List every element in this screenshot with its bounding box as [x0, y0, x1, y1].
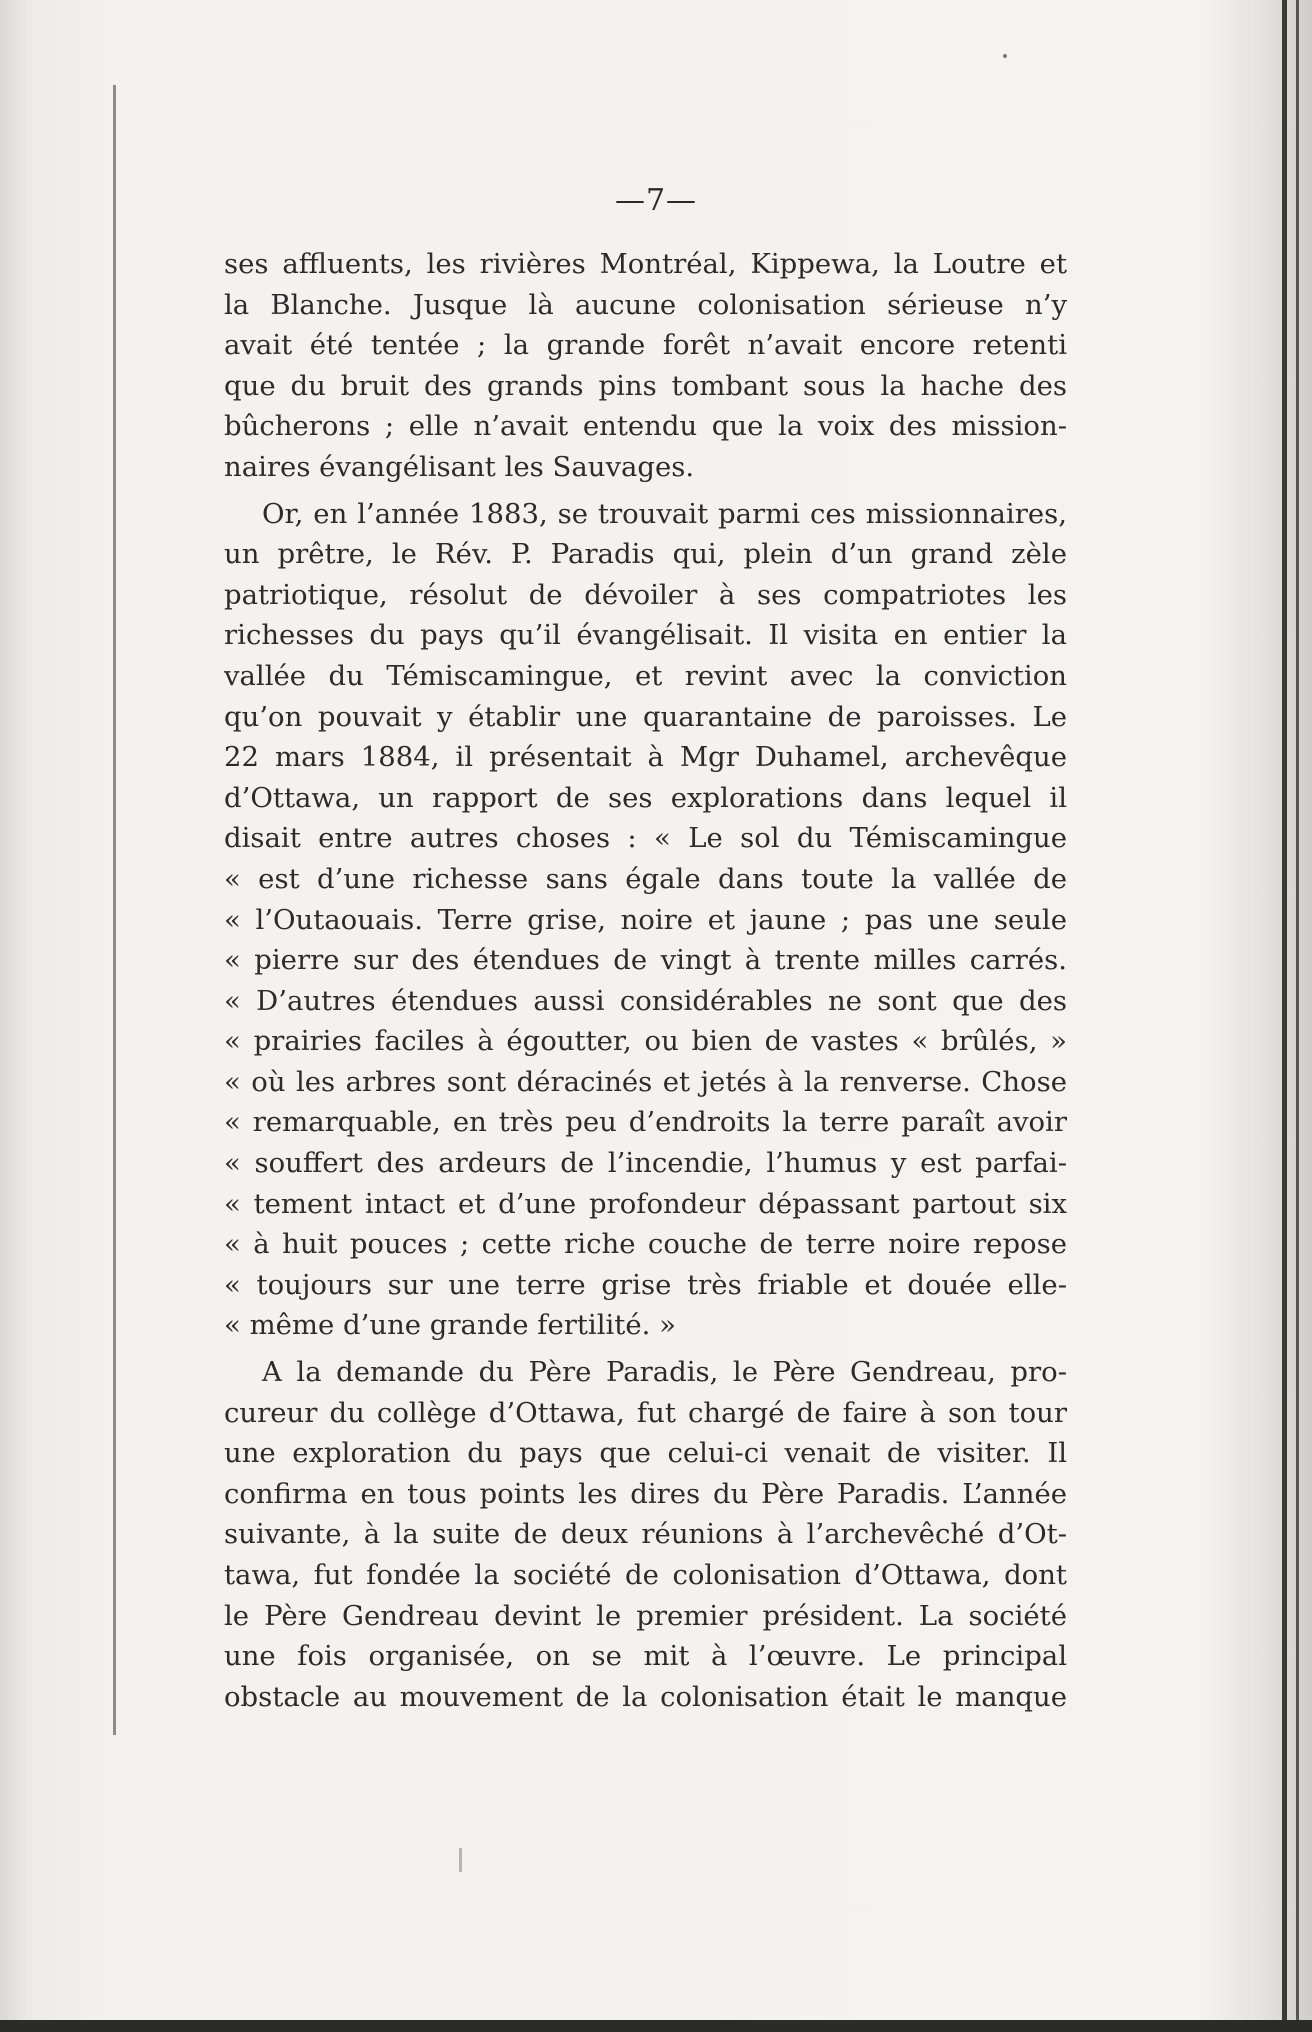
text-line: richesses du pays qu’il évangélisait. Il visita en entier la	[224, 619, 1067, 652]
text-line: patriotique, résolut de dévoiler à ses compatriotes les	[224, 578, 1067, 611]
scan-speck	[1003, 54, 1007, 58]
text-line: bûcherons ; elle n’avait entendu que la voix des mission-	[224, 410, 1067, 443]
text-line: avait été tentée ; la grande forêt n’avait encore retenti	[224, 329, 1067, 362]
text-line: « à huit pouces ; cette riche couche de terre noire repose	[224, 1228, 1067, 1261]
text-line: ses affluents, les rivières Montréal, Kippewa, la Loutre et	[224, 248, 1067, 280]
text-line: « remarquable, en très peu d’endroits la terre paraît avoir	[224, 1106, 1067, 1139]
text-line: que du bruit des grands pins tombant sous la hache des	[224, 369, 1067, 402]
text-line: disait entre autres choses : « Le sol du Témiscamingue	[224, 822, 1067, 855]
text-line: qu’on pouvait y établir une quarantaine de paroisses. Le	[224, 700, 1067, 733]
scan-bottom-border	[0, 2020, 1312, 2032]
page-edge-shadow	[1282, 0, 1287, 2032]
text-line: « toujours sur une terre grise très friable et douée elle-	[224, 1268, 1067, 1301]
text-line: « pierre sur des étendues de vingt à trente milles carrés.	[224, 944, 1067, 977]
text-line: tawa, fut fondée la société de colonisation d’Ottawa, dont	[224, 1559, 1067, 1591]
text-line: confirma en tous points les dires du Père Paradis. L’année	[224, 1477, 1067, 1510]
text-line: le Père Gendreau devint le premier président. La société	[224, 1599, 1067, 1632]
text-line: la Blanche. Jusque là aucune colonisation sérieuse n’y	[224, 288, 1067, 321]
text-line: une exploration du pays que celui-ci venait de visiter. Il	[224, 1437, 1067, 1470]
text-line: cureur du collège d’Ottawa, fut chargé de faire à son tour	[224, 1396, 1067, 1429]
page-number: —7—	[614, 183, 698, 218]
text-line: « est d’une richesse sans égale dans toute la vallée de	[224, 862, 1067, 895]
text-line: « même d’une grande fertilité. »	[224, 1309, 676, 1342]
page-edge-shadow-outer	[1296, 0, 1299, 2032]
text-line: obstacle au mouvement de la colonisation était le manque	[224, 1680, 1067, 1713]
text-line: un prêtre, le Rév. P. Paradis qui, plein d’un grand zèle	[224, 538, 1067, 571]
text-line: d’Ottawa, un rapport de ses explorations dans lequel il	[224, 781, 1067, 814]
text-line: « D’autres étendues aussi considérables ne sont que des	[224, 984, 1067, 1017]
body-text	[224, 244, 1067, 1717]
text-line: « souffert des ardeurs de l’incendie, l’humus y est parfai-	[224, 1147, 1067, 1180]
text-line: « prairies faciles à égoutter, ou bien de vastes « brûlés, »	[224, 1025, 1067, 1058]
scan-speck	[459, 1848, 462, 1872]
text-line: « où les arbres sont déracinés et jetés à la renverse. Chose	[224, 1065, 1067, 1098]
text-line: « l’Outaouais. Terre grise, noire et jaune ; pas une seule	[224, 903, 1067, 936]
text-line: une fois organisée, on se mit à l’œuvre. Le principal	[224, 1640, 1067, 1673]
text-line: « tement intact et d’une profondeur dépassant partout six	[224, 1187, 1067, 1220]
text-line: suivante, à la suite de deux réunions à l’archevêché d’Ot-	[224, 1518, 1067, 1551]
text-line: 22 mars 1884, il présentait à Mgr Duhamel, archevêque	[224, 741, 1067, 774]
text-line: Or, en l’année 1883, se trouvait parmi ces missionnaires,	[262, 497, 1067, 530]
text-line: vallée du Témiscamingue, et revint avec la conviction	[224, 659, 1067, 692]
text-line: naires évangélisant les Sauvages.	[224, 450, 695, 483]
binding-rule	[113, 85, 116, 1735]
text-line: A la demande du Père Paradis, le Père Gendreau, pro-	[262, 1356, 1067, 1389]
